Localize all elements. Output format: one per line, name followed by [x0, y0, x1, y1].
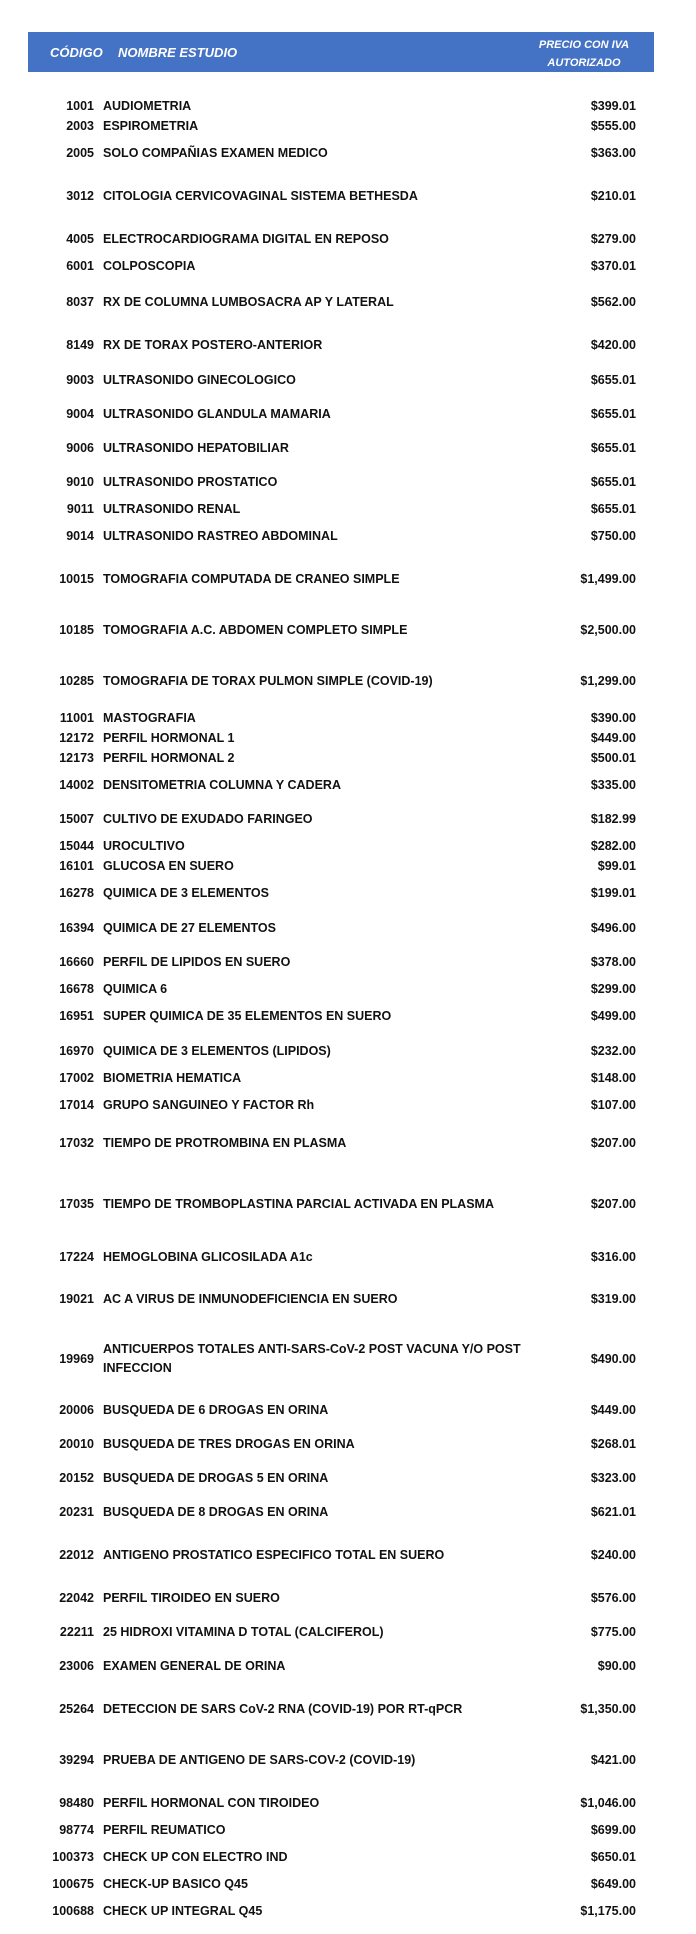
row-study-name: CULTIVO DE EXUDADO FARINGEO: [103, 811, 313, 826]
row-study-name: TIEMPO DE TROMBOPLASTINA PARCIAL ACTIVADA EN PLASMA: [103, 1196, 494, 1211]
row-price: $268.01: [590, 1437, 636, 1451]
row-code: 9010: [66, 475, 94, 489]
table-row: [0, 1041, 696, 1061]
row-price: $207.00: [590, 1197, 636, 1211]
row-code: 12173: [59, 751, 94, 765]
row-study-name: SUPER QUIMICA DE 35 ELEMENTOS EN SUERO: [103, 1008, 392, 1023]
row-study-name: ULTRASONIDO PROSTATICO: [103, 474, 278, 489]
row-study-name: ELECTROCARDIOGRAMA DIGITAL EN REPOSO: [103, 231, 389, 246]
row-price: $99.01: [597, 859, 636, 873]
row-study-name: EXAMEN GENERAL DE ORINA: [103, 1658, 286, 1673]
table-row: [0, 952, 696, 972]
table-row: [0, 883, 696, 903]
table-row: [0, 96, 696, 116]
row-code: 6001: [66, 259, 94, 273]
row-study-name: TOMOGRAFIA DE TORAX PULMON SIMPLE (COVID-19): [103, 673, 433, 688]
row-price: $655.01: [590, 441, 636, 455]
row-price: $90.00: [597, 1659, 636, 1673]
row-code: 39294: [59, 1753, 94, 1767]
header-code-label: CÓDIGO: [50, 45, 103, 60]
row-price: $363.00: [590, 146, 636, 160]
row-price: $496.00: [590, 921, 636, 935]
row-price: $650.01: [590, 1850, 636, 1864]
row-price: $1,499.00: [580, 572, 636, 586]
row-code: 100675: [52, 1877, 94, 1891]
row-code: 23006: [59, 1659, 94, 1673]
row-study-name: ESPIROMETRIA: [103, 118, 199, 133]
row-price: $2,500.00: [580, 623, 636, 637]
table-row: [0, 1400, 696, 1420]
row-study-name: UROCULTIVO: [103, 838, 185, 853]
row-code: 10285: [59, 674, 94, 688]
row-study-name: QUIMICA DE 3 ELEMENTOS: [103, 885, 269, 900]
row-price: $421.00: [590, 1753, 636, 1767]
row-code: 19969: [59, 1352, 94, 1366]
row-code: 20006: [59, 1403, 94, 1417]
table-row: [0, 1184, 696, 1224]
row-price: $750.00: [590, 529, 636, 543]
row-study-name: CITOLOGIA CERVICOVAGINAL SISTEMA BETHESDA: [103, 188, 418, 203]
row-code: 17002: [59, 1071, 94, 1085]
row-price: $1,175.00: [580, 1904, 636, 1918]
row-price: $775.00: [590, 1625, 636, 1639]
table-row: [0, 708, 696, 728]
row-study-name: CHECK UP INTEGRAL Q45: [103, 1903, 263, 1918]
row-code: 16394: [59, 921, 94, 935]
table-row: [0, 143, 696, 163]
table-row: [0, 1874, 696, 1894]
table-row: [0, 620, 696, 640]
row-study-name: CHECK UP CON ELECTRO IND: [103, 1849, 288, 1864]
table-row: [0, 856, 696, 876]
row-price: $390.00: [590, 711, 636, 725]
row-study-name: BUSQUEDA DE 8 DROGAS EN ORINA: [103, 1504, 329, 1519]
row-code: 22211: [59, 1625, 94, 1639]
table-row: [0, 1502, 696, 1522]
table-row: [0, 775, 696, 795]
row-study-name: BUSQUEDA DE DROGAS 5 EN ORINA: [103, 1470, 329, 1485]
table-row: [0, 836, 696, 856]
row-price: $319.00: [590, 1292, 636, 1306]
table-row: [0, 671, 696, 691]
row-code: 8037: [66, 295, 94, 309]
table-row: [0, 1793, 696, 1813]
row-code: 16970: [59, 1044, 94, 1058]
row-price: $449.00: [590, 1403, 636, 1417]
row-study-name: ULTRASONIDO HEPATOBILIAR: [103, 440, 289, 455]
row-study-name: QUIMICA DE 3 ELEMENTOS (LIPIDOS): [103, 1043, 331, 1058]
row-study-name: BUSQUEDA DE TRES DROGAS EN ORINA: [103, 1436, 355, 1451]
table-row: [0, 1289, 696, 1309]
table-row: [0, 1820, 696, 1840]
row-code: 17014: [59, 1098, 94, 1112]
row-price: $655.01: [590, 373, 636, 387]
row-code: 20231: [59, 1505, 94, 1519]
row-study-name: PRUEBA DE ANTIGENO DE SARS-COV-2 (COVID-19): [103, 1752, 416, 1767]
row-study-name: SOLO COMPAÑIAS EXAMEN MEDICO: [103, 145, 328, 160]
row-code: 22012: [59, 1548, 94, 1562]
row-code: 15007: [59, 812, 94, 826]
row-price: $210.01: [590, 189, 636, 203]
row-study-name: ANTIGENO PROSTATICO ESPECIFICO TOTAL EN SUERO: [103, 1547, 445, 1562]
row-study-name: PERFIL DE LIPIDOS EN SUERO: [103, 954, 291, 969]
table-row: [0, 1656, 696, 1676]
row-study-name: MASTOGRAFIA: [103, 710, 196, 725]
table-row: [0, 256, 696, 276]
row-code: 14002: [59, 778, 94, 792]
row-code: 1001: [66, 99, 94, 113]
row-price: $655.01: [590, 502, 636, 516]
row-code: 2003: [66, 119, 94, 133]
table-row: [0, 1750, 696, 1770]
table-row: [0, 1068, 696, 1088]
row-price: $279.00: [590, 232, 636, 246]
table-row: [0, 1622, 696, 1642]
row-price: $207.00: [590, 1136, 636, 1150]
row-study-name: PERFIL REUMATICO: [103, 1822, 226, 1837]
table-row: [0, 186, 696, 206]
row-study-name: QUIMICA DE 27 ELEMENTOS: [103, 920, 276, 935]
row-price: $323.00: [590, 1471, 636, 1485]
row-price: $232.00: [590, 1044, 636, 1058]
row-price: $107.00: [590, 1098, 636, 1112]
header-price-line2: AUTORIZADO: [547, 57, 621, 69]
row-price: $399.01: [590, 99, 636, 113]
row-price: $655.01: [590, 407, 636, 421]
row-price: $199.01: [590, 886, 636, 900]
row-code: 20010: [59, 1437, 94, 1451]
row-price: $316.00: [590, 1250, 636, 1264]
row-price: $649.00: [590, 1877, 636, 1891]
table-row: [0, 1339, 696, 1379]
row-price: $335.00: [590, 778, 636, 792]
table-row: [0, 1689, 696, 1729]
table-row: [0, 1588, 696, 1608]
table-row: [0, 809, 696, 829]
row-study-name: RX DE TORAX POSTERO-ANTERIOR: [103, 337, 323, 352]
row-price: $576.00: [590, 1591, 636, 1605]
table-row: [0, 116, 696, 136]
row-code: 15044: [59, 839, 94, 853]
table-row: [0, 569, 696, 589]
row-code: 2005: [66, 146, 94, 160]
row-price: $655.01: [590, 475, 636, 489]
row-study-name: TOMOGRAFIA COMPUTADA DE CRANEO SIMPLE: [103, 571, 400, 586]
row-study-name: AC A VIRUS DE INMUNODEFICIENCIA EN SUERO: [103, 1291, 398, 1306]
row-price: $490.00: [590, 1352, 636, 1366]
table-row: [0, 499, 696, 519]
row-code: 9003: [66, 373, 94, 387]
row-study-name: PERFIL HORMONAL CON TIROIDEO: [103, 1795, 320, 1810]
row-code: 25264: [59, 1702, 94, 1716]
row-study-name: GLUCOSA EN SUERO: [103, 858, 234, 873]
row-study-name: PERFIL TIROIDEO EN SUERO: [103, 1590, 280, 1605]
row-study-name: DETECCION DE SARS CoV-2 RNA (COVID-19) POR RT-qPCR: [103, 1701, 463, 1716]
table-row: [0, 1247, 696, 1267]
table-row: [0, 1006, 696, 1026]
table-row: [0, 918, 696, 938]
row-code: 11001: [59, 711, 94, 725]
row-price: $1,299.00: [580, 674, 636, 688]
row-code: 9004: [66, 407, 94, 421]
row-price: $1,350.00: [580, 1702, 636, 1716]
row-study-name: CHECK-UP BASICO Q45: [103, 1876, 248, 1891]
row-code: 100373: [52, 1850, 94, 1864]
row-code: 16101: [59, 859, 94, 873]
table-row: [0, 1545, 696, 1565]
table-row: [0, 404, 696, 424]
row-study-name: BUSQUEDA DE 6 DROGAS EN ORINA: [103, 1402, 329, 1417]
row-code: 17035: [59, 1197, 94, 1211]
row-code: 98774: [59, 1823, 94, 1837]
row-code: 9011: [66, 502, 94, 516]
table-row: [0, 1434, 696, 1454]
row-price: $555.00: [590, 119, 636, 133]
table-row: [0, 229, 696, 249]
row-code: 16678: [59, 982, 94, 996]
row-study-name: ULTRASONIDO RASTREO ABDOMINAL: [103, 528, 338, 543]
table-row: [0, 1847, 696, 1867]
row-code: 4005: [66, 232, 94, 246]
table-row: [0, 1901, 696, 1921]
row-study-name: DENSITOMETRIA COLUMNA Y CADERA: [103, 777, 341, 792]
row-price: $282.00: [590, 839, 636, 853]
row-code: 10015: [59, 572, 94, 586]
table-row: [0, 728, 696, 748]
row-study-name: PERFIL HORMONAL 2: [103, 750, 235, 765]
row-code: 16278: [59, 886, 94, 900]
row-study-name: PERFIL HORMONAL 1: [103, 730, 235, 745]
row-price: $500.01: [590, 751, 636, 765]
row-price: $621.01: [590, 1505, 636, 1519]
row-price: $240.00: [590, 1548, 636, 1562]
table-row: [0, 979, 696, 999]
table-row: [0, 370, 696, 390]
row-code: 3012: [66, 189, 94, 203]
row-code: 22042: [59, 1591, 94, 1605]
row-code: 10185: [59, 623, 94, 637]
row-code: 16660: [59, 955, 94, 969]
table-row: [0, 335, 696, 355]
row-study-name: ULTRASONIDO GINECOLOGICO: [103, 372, 296, 387]
row-price: $148.00: [590, 1071, 636, 1085]
row-price: $449.00: [590, 731, 636, 745]
row-code: 12172: [59, 731, 94, 745]
row-study-name: GRUPO SANGUINEO Y FACTOR Rh: [103, 1097, 315, 1112]
row-code: 17224: [59, 1250, 94, 1264]
row-study-name: TOMOGRAFIA A.C. ABDOMEN COMPLETO SIMPLE: [103, 622, 408, 637]
row-code: 98480: [59, 1796, 94, 1810]
row-price: $699.00: [590, 1823, 636, 1837]
row-price: $370.01: [590, 259, 636, 273]
row-study-name: ULTRASONIDO RENAL: [103, 501, 241, 516]
row-price: $299.00: [590, 982, 636, 996]
row-study-name: TIEMPO DE PROTROMBINA EN PLASMA: [103, 1135, 347, 1150]
row-price: $562.00: [590, 295, 636, 309]
row-price: $378.00: [590, 955, 636, 969]
row-study-name: 25 HIDROXI VITAMINA D TOTAL (CALCIFEROL): [103, 1624, 384, 1639]
row-study-name: QUIMICA 6: [103, 981, 168, 996]
table-row: [0, 438, 696, 458]
row-code: 9014: [66, 529, 94, 543]
row-study-name: AUDIOMETRIA: [103, 98, 192, 113]
row-code: 20152: [59, 1471, 94, 1485]
table-row: [0, 292, 696, 312]
table-row: [0, 748, 696, 768]
row-price: $182.99: [590, 812, 636, 826]
row-study-name: ULTRASONIDO GLANDULA MAMARIA: [103, 406, 331, 421]
row-code: 16951: [59, 1009, 94, 1023]
header-name-label: NOMBRE ESTUDIO: [118, 45, 238, 60]
row-code: 100688: [52, 1904, 94, 1918]
table-row: [0, 1133, 696, 1153]
row-study-name: RX DE COLUMNA LUMBOSACRA AP Y LATERAL: [103, 294, 394, 309]
row-price: $420.00: [590, 338, 636, 352]
table-row: [0, 526, 696, 546]
row-price: $499.00: [590, 1009, 636, 1023]
table-row: [0, 1095, 696, 1115]
row-study-name: COLPOSCOPIA: [103, 258, 196, 273]
row-code: 8149: [66, 338, 94, 352]
row-code: 19021: [59, 1292, 94, 1306]
row-study-name: BIOMETRIA HEMATICA: [103, 1070, 242, 1085]
header-price-line1: PRECIO CON IVA: [538, 39, 630, 51]
row-code: 17032: [59, 1136, 94, 1150]
row-study-name: HEMOGLOBINA GLICOSILADA A1c: [103, 1249, 313, 1264]
table-row: [0, 472, 696, 492]
row-price: $1,046.00: [580, 1796, 636, 1810]
row-code: 9006: [66, 441, 94, 455]
row-study-name: ANTICUERPOS TOTALES ANTI-SARS-CoV-2 POST VACUNA Y/O POST INFECCION: [103, 1342, 521, 1375]
table-row: [0, 1468, 696, 1488]
